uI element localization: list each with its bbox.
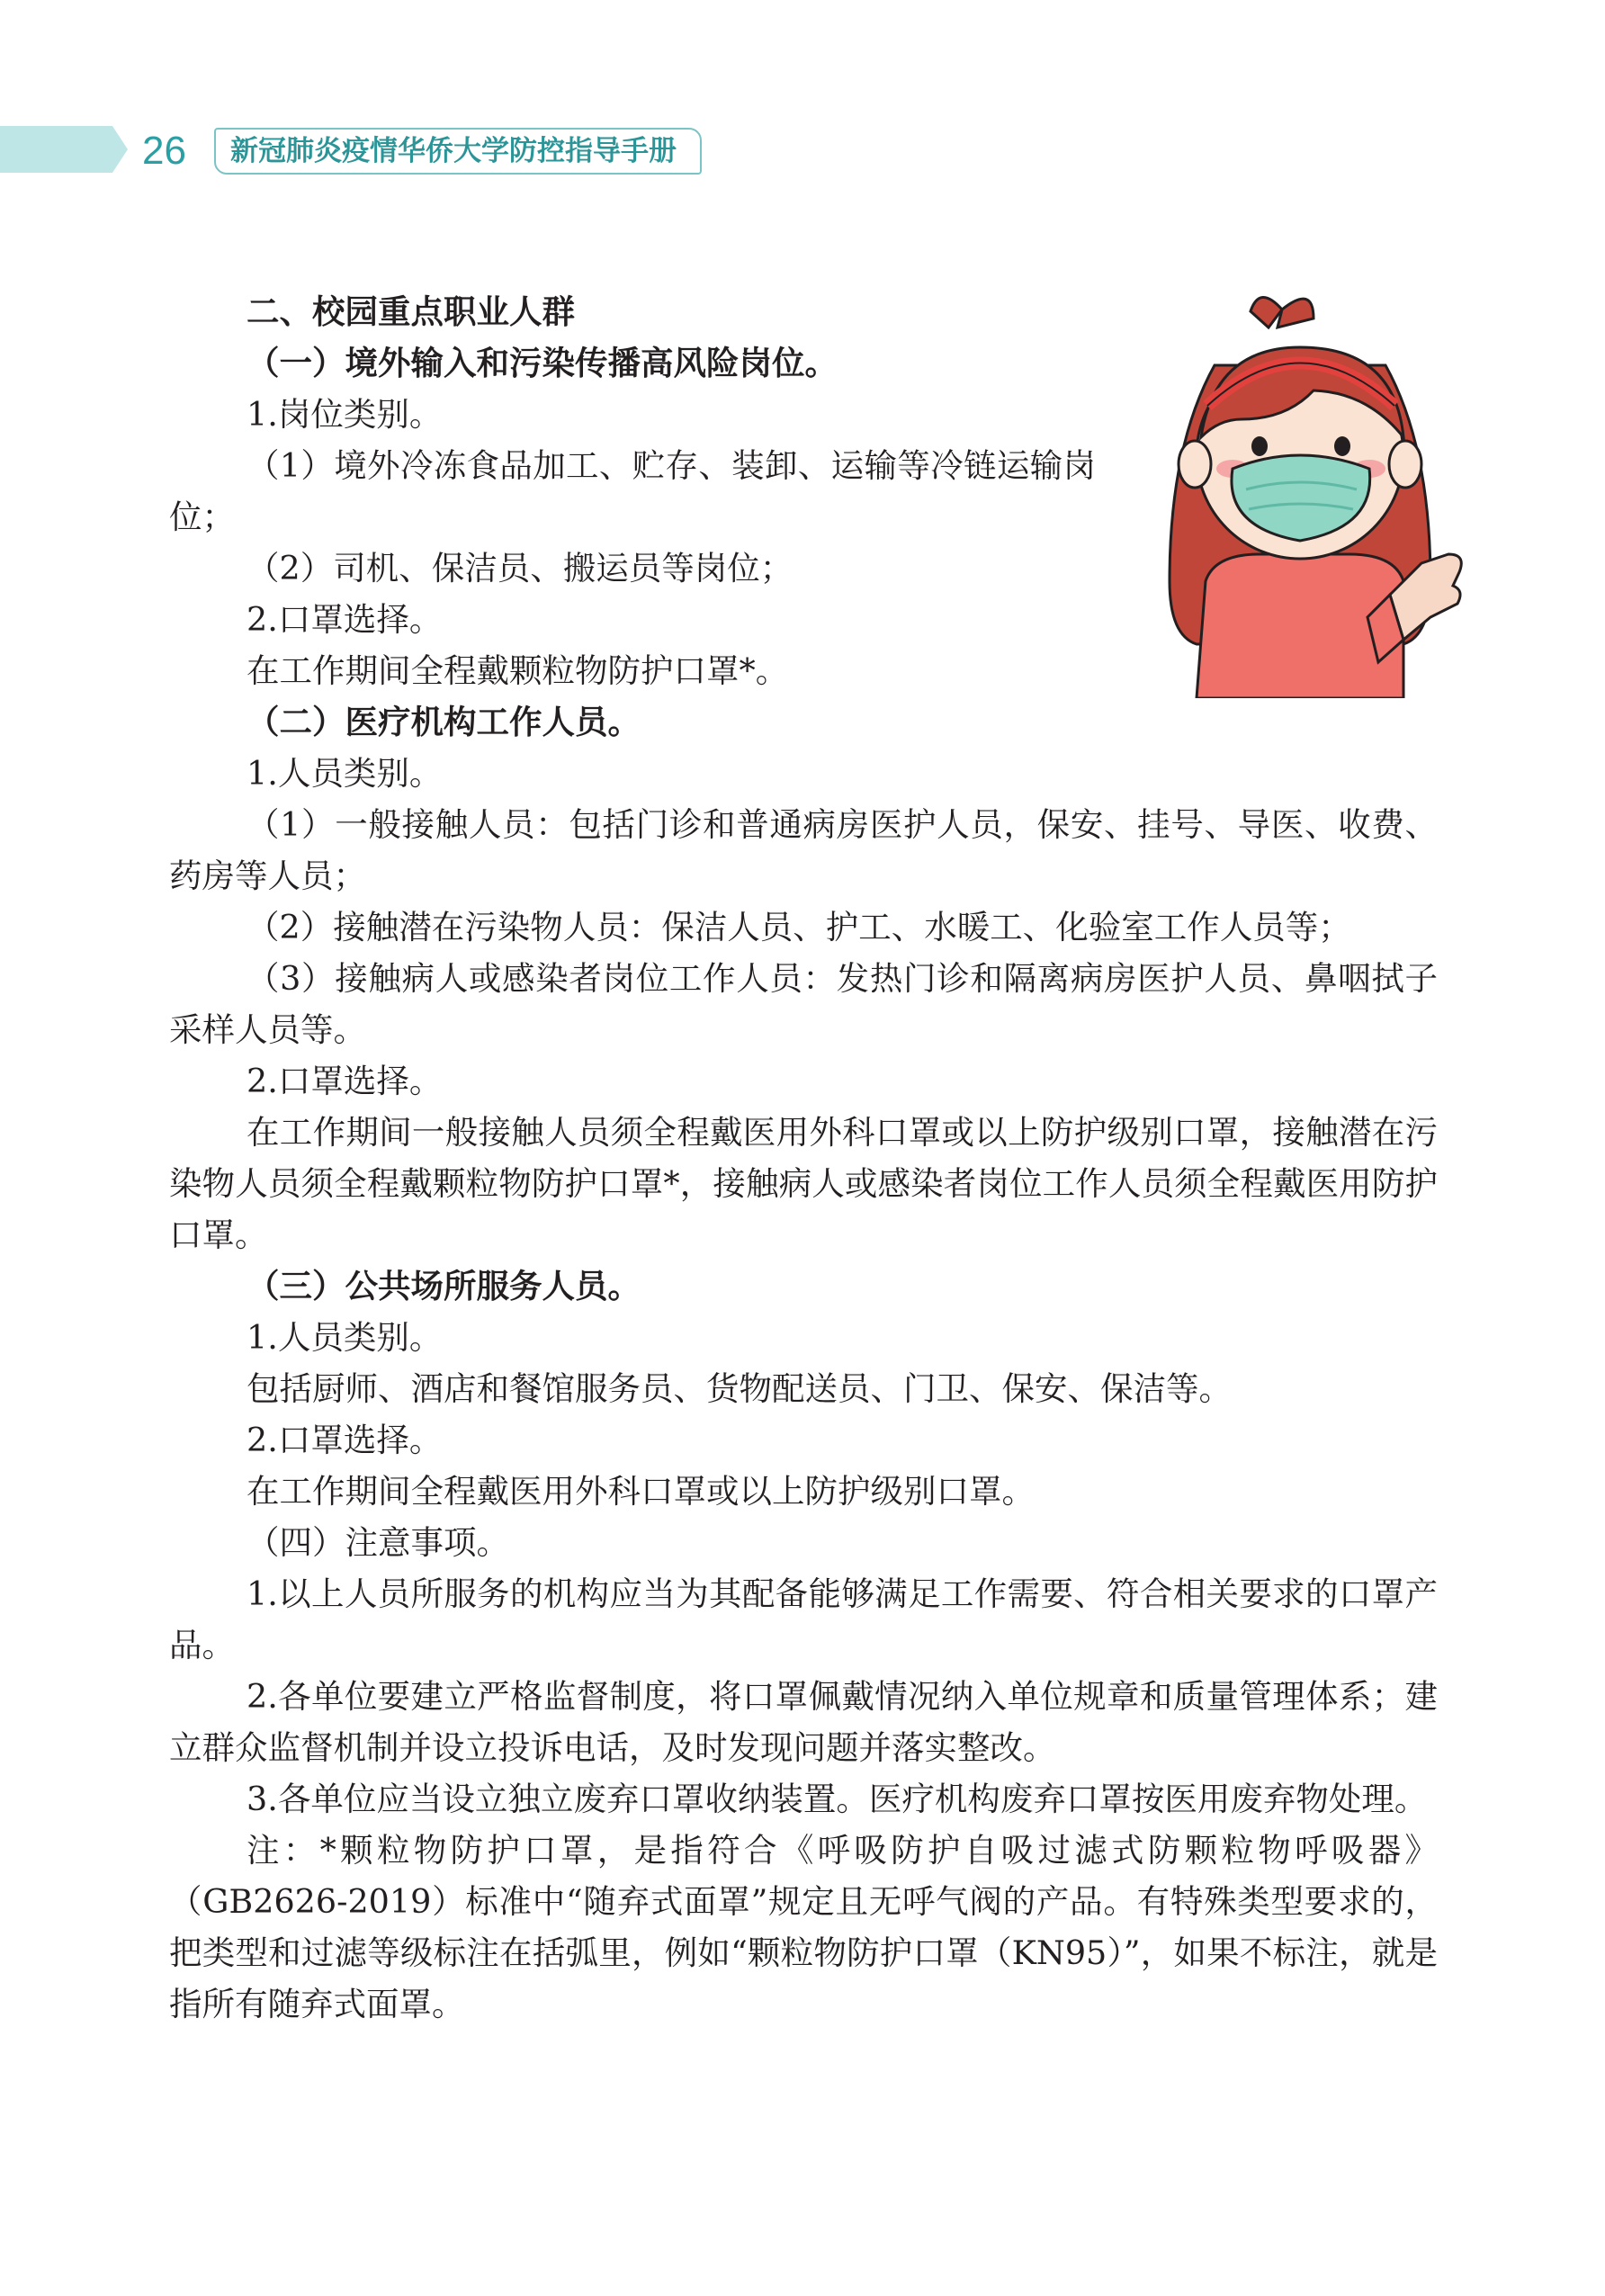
footnote: 注：*颗粒物防护口罩，是指符合《呼吸防护自吸过滤式防颗粒物呼吸器》（GB2626-2019）标准中“随弃式面罩”规定且无呼气阀的产品。有特殊类型要求的，把类型和过滤等级标注在括弧里，例如“颗粒物防护口罩（KN95）”，如果不标注，就是指所有随弃式面罩。 xyxy=(169,1831,1438,2023)
paragraph: 2.口罩选择。 xyxy=(247,600,443,639)
subsection-heading: （一）境外输入和污染传播高风险岗位。 xyxy=(247,344,838,382)
paragraph: （1）一般接触人员：包括门诊和普通病房医护人员，保安、挂号、导医、收费、药房等人员； xyxy=(169,805,1438,895)
paragraph: 1.岗位类别。 xyxy=(247,395,443,434)
paragraph: （四）注意事项。 xyxy=(247,1523,509,1562)
document-body xyxy=(169,286,1438,2030)
paragraph: （2）接触潜在污染物人员：保洁人员、护工、水暖工、化验室工作人员等； xyxy=(247,908,1351,946)
paragraph: 1.人员类别。 xyxy=(247,1318,443,1357)
page-number: 26 xyxy=(142,129,186,173)
paragraph: 1.人员类别。 xyxy=(247,754,443,793)
subsection-heading: （三）公共场所服务人员。 xyxy=(247,1267,641,1305)
paragraph: 1.以上人员所服务的机构应当为其配备能够满足工作需要、符合相关要求的口罩产品。 xyxy=(169,1574,1438,1664)
section-heading: 二、校园重点职业人群 xyxy=(247,292,575,331)
paragraph: （3）接触病人或感染者岗位工作人员：发热门诊和隔离病房医护人员、鼻咽拭子采样人员等。 xyxy=(169,959,1438,1049)
paragraph: 在工作期间全程戴医用外科口罩或以上防护级别口罩。 xyxy=(247,1472,1035,1511)
paragraph: 3.各单位应当设立独立废弃口罩收纳装置。医疗机构废弃口罩按医用废弃物处理。 xyxy=(247,1780,1428,1818)
paragraph: （1）境外冷冻食品加工、贮存、装卸、运输等冷链运输岗位； xyxy=(169,446,1096,536)
paragraph: 在工作期间一般接触人员须全程戴医用外科口罩或以上防护级别口罩，接触潜在污染物人员须全程戴颗粒物防护口罩*，接触病人或感染者岗位工作人员须全程戴医用防护口罩。 xyxy=(169,1113,1438,1254)
header-tab-decoration xyxy=(0,126,128,173)
book-title: 新冠肺炎疫情华侨大学防控指导手册 xyxy=(214,128,702,175)
paragraph: 在工作期间全程戴颗粒物防护口罩*。 xyxy=(247,651,789,690)
paragraph: （2）司机、保洁员、搬运员等岗位； xyxy=(247,549,794,587)
paragraph: 2.口罩选择。 xyxy=(247,1421,443,1459)
subsection-heading: （二）医疗机构工作人员。 xyxy=(247,703,641,741)
paragraph: 2.各单位要建立严格监督制度，将口罩佩戴情况纳入单位规章和质量管理体系；建立群众监督机制并设立投诉电话，及时发现问题并落实整改。 xyxy=(169,1677,1438,1767)
paragraph: 2.口罩选择。 xyxy=(247,1062,443,1100)
paragraph: 包括厨师、酒店和餐馆服务员、货物配送员、门卫、保安、保洁等。 xyxy=(247,1369,1232,1408)
